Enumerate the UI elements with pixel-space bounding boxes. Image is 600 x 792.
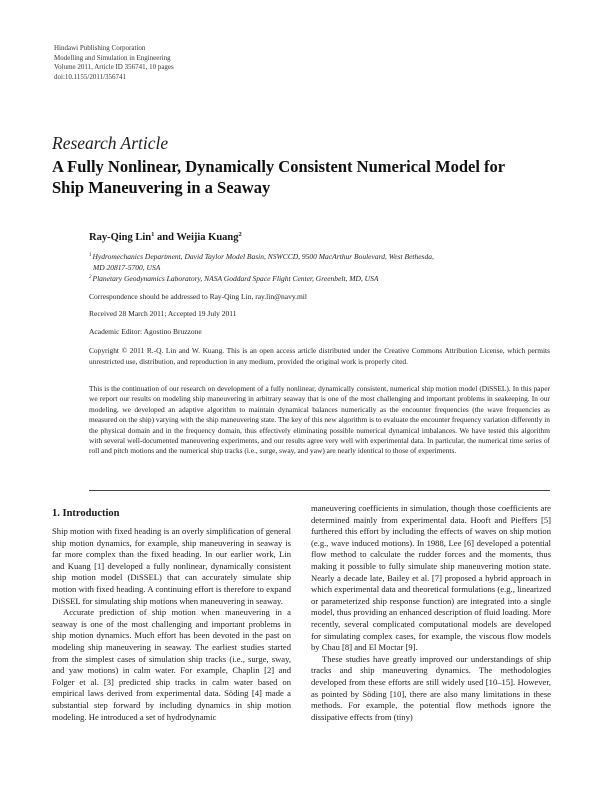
journal-header (54, 44, 174, 82)
affiliation-text: Hydromechanics Department, David Taylor Model Basin, NSWCCD, 9500 MacArthur Boulevard, West Bethesda, (92, 252, 434, 261)
journal-name: Modelling and Simulation in Engineering (54, 53, 171, 62)
section-divider (89, 490, 550, 491)
affiliation-1 (89, 251, 549, 263)
affiliation-1-continued: MD 20817-5700, USA (93, 262, 161, 272)
title-line-1: A Fully Nonlinear, Dynamically Consistent Numerical Model for (52, 157, 506, 176)
academic-editor: Academic Editor: Agostino Bruzzone (89, 327, 202, 336)
received-dates: Received 28 March 2011; Accepted 19 July 2011 (89, 309, 237, 318)
doi-text: doi:10.1155/2011/356741 (54, 72, 127, 81)
affiliation-marker: 2 (89, 275, 92, 280)
publisher-name: Hindawi Publishing Corporation (54, 44, 146, 52)
section-heading: 1. Introduction (52, 508, 120, 519)
body-column-right (311, 503, 551, 723)
article-title (52, 156, 552, 198)
article-type: Research Article (52, 133, 169, 153)
correspondence-line: Correspondence should be addressed to Ray-Qing Lin, ray.lin@navy.mil (89, 292, 307, 301)
author-name: Weijia Kuang (176, 232, 239, 243)
affiliation-2 (89, 273, 549, 285)
author-conjunction: and (154, 232, 177, 243)
author-list (89, 231, 242, 243)
title-line-2: Ship Maneuvering in a Seaway (52, 178, 271, 197)
abstract-text: This is the continuation of our research on development of a fully nonlinear, dynamically consistent, numerical ship motion model (DiSSEL). In this paper we report our results on modeling ship maneuvering in arbitrary seaway that is one of the most challenging and important problems in seakeeping. In our modeling, we developed an adaptive algorithm to maintain dynamical balances numerically as the encounter frequencies (the wave frequencies as measured on the ship) varying with the ship maneuvering state. The key of this new algorithm is to evaluate the encounter frequency variation differently in the physical domain and in the frequency domain, thus effectively eliminating possible numerical dynamical imbalances. We have tested this algorithm with several well-documented maneuvering experiments, and our results agree very well with experimental data. In particular, the numerical time series of roll and pitch motions and the numerical ship tracks (i.e., surge, sway, and yaw) are nearly identical to those of experiments. (89, 384, 550, 456)
volume-info: Volume 2011, Article ID 356741, 10 pages (54, 63, 174, 72)
body-paragraph: Ship motion with fixed heading is an overly simplification of general ship motion dynamics, for example, ship maneuvering in seaway is far more complex than the fixed heading. In our earlier work, Lin and Kuang [1] developed a fully nonlinear, dynamically consistent ship motion model (DiSSEL) that can accurately simulate ship motion with fixed heading. A continuing effort is therefore to expand DiSSEL for simulating ship motions when maneuvering in seaway. (52, 526, 291, 606)
affiliation-text: Planetary Geodynamics Laboratory, NASA Goddard Space Flight Center, Greenbelt, MD, USA (92, 274, 379, 283)
body-column-left (52, 526, 291, 723)
affiliation-marker: 2 (238, 231, 242, 238)
body-paragraph: Accurate prediction of ship motion when maneuvering in a seaway is one of the most challenging and important problems in ship motion dynamics. Much effort has been devoted in the past on modeling ship maneuvering in seaway. The earliest studies started from the simplest cases of simulation ship tracks (i.e., surge, sway, and yaw motions) in calm water. For example, Chaplin [2] and Folger et al. [3] predicted ship tracks in calm water based on empirical laws derived from experimental data. Söding [4] made a substantial step forward by including dynamics in ship motion modeling. He introduced a set of hydrodynamic (52, 607, 291, 722)
author-name: Ray-Qing Lin (89, 232, 152, 243)
affiliation-marker: 1 (151, 231, 155, 238)
affiliations (89, 251, 549, 285)
copyright-notice: Copyright © 2011 R.-Q. Lin and W. Kuang. This is an open access article distributed under the Creative Commons Attribution License, which permits unrestricted use, distribution, and reproduction in any medium, provided the original work is properly cited. (89, 346, 550, 366)
body-paragraph: These studies have greatly improved our understandings of ship tracks and ship maneuvering dynamics. The methodologies developed from these efforts are still widely used [10–15]. However, as pointed by Söding [10], there are also many limitations in these methods. For example, the potential flow methods ignore the dissipative effects from (tiny) (311, 653, 551, 722)
body-paragraph: maneuvering coefficients in simulation, though those coefficients are determined mainly from experimental data. Hooft and Pieffers [5] furthered this effort by including the effects of waves on ship motion (e.g., wave induced motions). In 1988, Lee [6] developed a potential flow method to calculate the rudder forces and the moments, thus making it possible to fully simulate ship maneuvering motion state. Nearly a decade late, Bailey et al. [7] proposed a hybrid approach in which experimental data and theoretical formulations (e.g., linearized or parameterized ship response function) are integrated into a single model, thus providing an enhanced description of fluid loading. More recently, several complicated computational models are developed for simulating complex cases, for example, the viscous flow models by Chau [8] and El Moctar [9]. (311, 503, 551, 653)
affiliation-marker: 1 (89, 253, 92, 258)
